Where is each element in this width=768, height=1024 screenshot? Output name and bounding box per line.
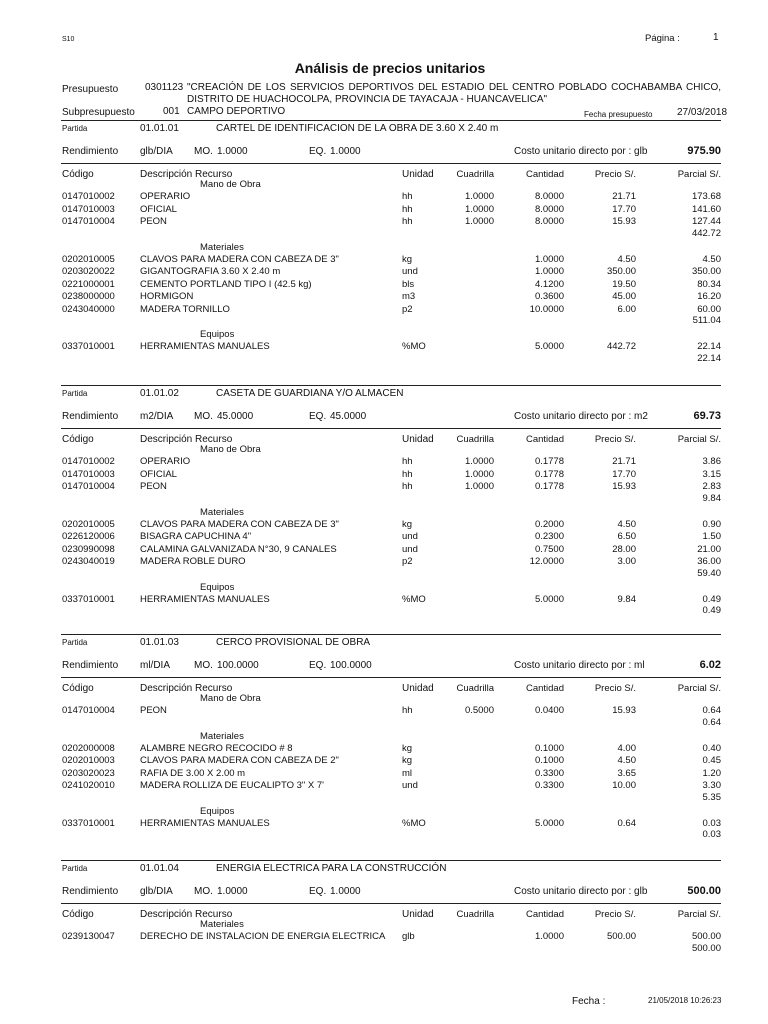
item-cantidad: 0.1000 bbox=[534, 755, 564, 766]
costo-unitario-label: Costo unitario directo por : ml bbox=[514, 660, 645, 671]
mo-label: MO. bbox=[194, 146, 213, 157]
item-cantidad: 5.0000 bbox=[534, 341, 564, 352]
item-parcial: 0.45 bbox=[702, 755, 721, 766]
item-codigo: 0226120006 bbox=[62, 531, 115, 542]
group-subtotal: 0.64 bbox=[702, 716, 721, 728]
col-header-descripcion: Descripción Recurso bbox=[140, 434, 233, 445]
item-parcial: 141.60 bbox=[691, 203, 721, 215]
group-subtotal: 442.72 bbox=[691, 227, 721, 239]
item-codigo: 0238000000 bbox=[62, 291, 115, 302]
item-precio: 350.00 bbox=[606, 266, 636, 277]
item-descripcion: RAFIA DE 3.00 X 2.00 m bbox=[140, 767, 246, 779]
rendimiento-label: Rendimiento bbox=[62, 660, 119, 671]
item-precio: 0.64 bbox=[617, 817, 636, 829]
item-cantidad: 0.2300 bbox=[534, 531, 564, 542]
mo-value: 1.0000 bbox=[217, 886, 248, 897]
rendimiento-unit: ml/DIA bbox=[140, 660, 170, 671]
item-cantidad: 0.0400 bbox=[534, 705, 564, 716]
item-precio: 6.00 bbox=[617, 303, 636, 315]
fecha-presupuesto-value: 27/03/2018 bbox=[677, 107, 728, 118]
subpresupuesto-label: Subpresupuesto bbox=[62, 107, 135, 118]
rendimiento-unit: glb/DIA bbox=[140, 146, 173, 157]
item-codigo: 0241020010 bbox=[62, 780, 115, 791]
item-codigo: 0147010003 bbox=[62, 203, 115, 215]
col-header-cantidad: Cantidad bbox=[525, 434, 564, 445]
item-codigo: 0147010002 bbox=[62, 456, 115, 467]
item-cantidad: 4.1200 bbox=[534, 278, 564, 290]
subpresupuesto-code: 001 bbox=[163, 106, 180, 117]
footer-fecha-value: 21/05/2018 10:26:23 bbox=[648, 996, 722, 1005]
item-codigo: 0221000001 bbox=[62, 278, 115, 290]
rendimiento-unit: glb/DIA bbox=[140, 886, 173, 897]
item-codigo: 0337010001 bbox=[62, 341, 115, 352]
item-descripcion: PEON bbox=[140, 481, 167, 492]
item-descripcion: CALAMINA GALVANIZADA N°30, 9 CANALES bbox=[140, 543, 337, 555]
item-codigo: 0243040000 bbox=[62, 303, 115, 315]
report-code: S10 bbox=[62, 36, 75, 43]
item-descripcion: MADERA ROLLIZA DE EUCALIPTO 3" X 7' bbox=[140, 780, 324, 791]
group-subtotal: 59.40 bbox=[697, 567, 721, 579]
item-precio: 17.70 bbox=[612, 203, 636, 215]
col-header-parcial: Parcial S/. bbox=[677, 434, 721, 445]
partida-separator bbox=[61, 385, 721, 386]
partida-name: CERCO PROVISIONAL DE OBRA bbox=[216, 637, 371, 648]
item-cuadrilla: 1.0000 bbox=[464, 216, 494, 227]
item-precio: 4.00 bbox=[617, 742, 636, 754]
mo-value: 45.0000 bbox=[217, 411, 254, 422]
costo-unitario-value: 500.00 bbox=[687, 885, 721, 897]
item-unidad: kg bbox=[402, 755, 413, 766]
item-cuadrilla: 1.0000 bbox=[464, 203, 494, 215]
item-precio: 3.00 bbox=[617, 556, 636, 567]
col-header-unidad: Unidad bbox=[402, 434, 434, 445]
item-precio: 6.50 bbox=[617, 531, 636, 542]
item-precio: 15.93 bbox=[612, 216, 636, 227]
item-precio: 4.50 bbox=[617, 755, 636, 766]
col-header-precio: Precio S/. bbox=[594, 909, 636, 920]
item-precio: 19.50 bbox=[612, 278, 636, 290]
item-precio: 15.93 bbox=[612, 705, 636, 716]
item-precio: 10.00 bbox=[612, 780, 636, 791]
subpresupuesto-description: CAMPO DEPORTIVO bbox=[187, 106, 286, 117]
footer-fecha-label: Fecha : bbox=[572, 996, 606, 1007]
item-descripcion: OFICIAL bbox=[140, 468, 177, 480]
partida-label: Partida bbox=[62, 638, 88, 647]
item-unidad: %MO bbox=[402, 817, 426, 829]
item-precio: 15.93 bbox=[612, 481, 636, 492]
header-separator bbox=[61, 163, 721, 164]
item-descripcion: OPERARIO bbox=[140, 456, 191, 467]
partida-separator bbox=[61, 634, 721, 635]
partida-code: 01.01.04 bbox=[140, 863, 179, 874]
col-header-parcial: Parcial S/. bbox=[677, 169, 721, 180]
col-header-cuadrilla: Cuadrilla bbox=[456, 434, 494, 445]
item-descripcion: CEMENTO PORTLAND TIPO I (42.5 kg) bbox=[140, 278, 312, 290]
item-codigo: 0203020022 bbox=[62, 266, 115, 277]
item-descripcion: DERECHO DE INSTALACION DE ENERGIA ELECTRICA bbox=[140, 931, 386, 942]
item-descripcion: CLAVOS PARA MADERA CON CABEZA DE 3" bbox=[140, 518, 339, 530]
header-separator bbox=[61, 428, 721, 429]
presupuesto-label: Presupuesto bbox=[62, 84, 119, 95]
eq-label: EQ. bbox=[309, 411, 327, 422]
item-unidad: kg bbox=[402, 742, 413, 754]
item-cantidad: 0.1778 bbox=[534, 481, 564, 492]
col-header-cantidad: Cantidad bbox=[525, 169, 564, 180]
partida-separator bbox=[61, 120, 721, 121]
item-descripcion: ALAMBRE NEGRO RECOCIDO # 8 bbox=[140, 742, 293, 754]
item-precio: 28.00 bbox=[612, 543, 636, 555]
item-descripcion: BISAGRA CAPUCHINA 4" bbox=[140, 531, 252, 542]
group-subtotal: 500.00 bbox=[691, 942, 721, 954]
item-codigo: 0202000008 bbox=[62, 742, 115, 754]
col-header-unidad: Unidad bbox=[402, 683, 434, 694]
item-parcial: 36.00 bbox=[697, 556, 721, 567]
item-unidad: m3 bbox=[402, 291, 416, 302]
eq-label: EQ. bbox=[309, 660, 327, 671]
item-descripcion: OPERARIO bbox=[140, 191, 191, 202]
costo-unitario-label: Costo unitario directo por : glb bbox=[514, 146, 648, 157]
partida-separator bbox=[61, 860, 721, 861]
group-title: Materiales bbox=[200, 506, 244, 518]
item-codigo: 0147010004 bbox=[62, 216, 115, 227]
item-codigo: 0203020023 bbox=[62, 767, 115, 779]
partida-code: 01.01.03 bbox=[140, 637, 179, 648]
item-parcial: 173.68 bbox=[691, 191, 721, 202]
rendimiento-label: Rendimiento bbox=[62, 411, 119, 422]
item-precio: 21.71 bbox=[612, 456, 636, 467]
item-codigo: 0337010001 bbox=[62, 593, 115, 605]
item-precio: 21.71 bbox=[612, 191, 636, 202]
item-codigo: 0243040019 bbox=[62, 556, 115, 567]
item-codigo: 0202010005 bbox=[62, 253, 115, 265]
eq-value: 45.0000 bbox=[330, 411, 367, 422]
item-unidad: hh bbox=[402, 216, 413, 227]
page-label: Página : bbox=[645, 33, 680, 44]
col-header-precio: Precio S/. bbox=[594, 683, 636, 694]
mo-label: MO. bbox=[194, 660, 213, 671]
col-header-parcial: Parcial S/. bbox=[677, 683, 721, 694]
item-unidad: p2 bbox=[402, 556, 413, 567]
item-cuadrilla: 1.0000 bbox=[464, 468, 494, 480]
item-unidad: hh bbox=[402, 481, 413, 492]
item-codigo: 0239130047 bbox=[62, 931, 115, 942]
item-cuadrilla: 0.5000 bbox=[464, 705, 494, 716]
header-separator bbox=[61, 677, 721, 678]
item-precio: 4.50 bbox=[617, 253, 636, 265]
item-precio: 3.65 bbox=[617, 767, 636, 779]
page-title: Análisis de precios unitarios bbox=[294, 60, 486, 76]
item-descripcion: MADERA TORNILLO bbox=[140, 303, 230, 315]
item-cantidad: 1.0000 bbox=[534, 266, 564, 277]
col-header-cuadrilla: Cuadrilla bbox=[456, 683, 494, 694]
mo-label: MO. bbox=[194, 886, 213, 897]
eq-label: EQ. bbox=[309, 146, 327, 157]
eq-value: 100.0000 bbox=[330, 660, 372, 671]
item-descripcion: PEON bbox=[140, 705, 167, 716]
item-cantidad: 0.2000 bbox=[534, 518, 564, 530]
item-descripcion: OFICIAL bbox=[140, 203, 177, 215]
item-precio: 9.84 bbox=[617, 593, 636, 605]
group-title: Materiales bbox=[200, 241, 244, 253]
mo-value: 100.0000 bbox=[217, 660, 259, 671]
item-unidad: glb bbox=[402, 931, 415, 942]
item-cantidad: 8.0000 bbox=[534, 216, 564, 227]
item-cantidad: 0.1778 bbox=[534, 468, 564, 480]
col-header-precio: Precio S/. bbox=[594, 169, 636, 180]
col-header-cantidad: Cantidad bbox=[525, 683, 564, 694]
item-unidad: %MO bbox=[402, 593, 426, 605]
item-codigo: 0202010003 bbox=[62, 755, 115, 766]
costo-unitario-value: 69.73 bbox=[693, 410, 721, 422]
item-unidad: ml bbox=[402, 767, 413, 779]
col-header-unidad: Unidad bbox=[402, 169, 434, 180]
item-codigo: 0202010005 bbox=[62, 518, 115, 530]
item-cantidad: 5.0000 bbox=[534, 593, 564, 605]
item-unidad: und bbox=[402, 780, 418, 791]
costo-unitario-value: 975.90 bbox=[687, 145, 721, 157]
item-cantidad: 1.0000 bbox=[534, 253, 564, 265]
costo-unitario-value: 6.02 bbox=[699, 659, 721, 671]
partida-name: CARTEL DE IDENTIFICACION DE LA OBRA DE 3.60 X 2.40 m bbox=[216, 123, 499, 134]
item-parcial: 2.83 bbox=[702, 481, 721, 492]
partida-code: 01.01.01 bbox=[140, 123, 179, 134]
eq-value: 1.0000 bbox=[330, 146, 361, 157]
partida-label: Partida bbox=[62, 124, 88, 133]
item-unidad: und bbox=[402, 543, 418, 555]
item-codigo: 0147010003 bbox=[62, 468, 115, 480]
item-cantidad: 1.0000 bbox=[534, 931, 564, 942]
item-parcial: 3.15 bbox=[702, 468, 721, 480]
rendimiento-label: Rendimiento bbox=[62, 886, 119, 897]
group-title: Materiales bbox=[200, 730, 244, 742]
partida-name: CASETA DE GUARDIANA Y/O ALMACEN bbox=[216, 388, 404, 399]
col-header-codigo: Código bbox=[62, 909, 94, 920]
item-cantidad: 0.3600 bbox=[534, 291, 564, 302]
item-parcial: 4.50 bbox=[702, 253, 721, 265]
item-descripcion: HERRAMIENTAS MANUALES bbox=[140, 817, 270, 829]
col-header-cuadrilla: Cuadrilla bbox=[456, 169, 494, 180]
item-codigo: 0337010001 bbox=[62, 817, 115, 829]
item-cantidad: 0.1000 bbox=[534, 742, 564, 754]
item-codigo: 0230990098 bbox=[62, 543, 115, 555]
item-cantidad: 0.1778 bbox=[534, 456, 564, 467]
group-title: Mano de Obra bbox=[200, 179, 261, 190]
item-unidad: und bbox=[402, 531, 418, 542]
item-parcial: 60.00 bbox=[697, 303, 721, 315]
col-header-descripcion: Descripción Recurso bbox=[140, 909, 233, 920]
col-header-codigo: Código bbox=[62, 434, 94, 445]
item-descripcion: HORMIGON bbox=[140, 291, 194, 302]
col-header-parcial: Parcial S/. bbox=[677, 909, 721, 920]
item-unidad: kg bbox=[402, 253, 413, 265]
item-cantidad: 0.7500 bbox=[534, 543, 564, 555]
item-cantidad: 10.0000 bbox=[529, 303, 564, 315]
item-cantidad: 8.0000 bbox=[534, 203, 564, 215]
item-cantidad: 5.0000 bbox=[534, 817, 564, 829]
item-precio: 45.00 bbox=[612, 291, 636, 302]
item-precio: 4.50 bbox=[617, 518, 636, 530]
item-codigo: 0147010002 bbox=[62, 191, 115, 202]
group-subtotal: 9.84 bbox=[702, 492, 721, 504]
item-parcial: 350.00 bbox=[691, 266, 721, 277]
item-precio: 442.72 bbox=[606, 341, 636, 352]
item-unidad: hh bbox=[402, 191, 413, 202]
item-unidad: und bbox=[402, 266, 418, 277]
costo-unitario-label: Costo unitario directo por : glb bbox=[514, 886, 648, 897]
item-parcial: 3.86 bbox=[702, 456, 721, 467]
rendimiento-unit: m2/DIA bbox=[140, 411, 174, 422]
col-header-codigo: Código bbox=[62, 683, 94, 694]
item-parcial: 1.50 bbox=[702, 531, 721, 542]
item-unidad: p2 bbox=[402, 303, 413, 315]
col-header-unidad: Unidad bbox=[402, 909, 434, 920]
item-parcial: 0.64 bbox=[702, 705, 721, 716]
group-title: Equipos bbox=[200, 805, 235, 817]
col-header-precio: Precio S/. bbox=[594, 434, 636, 445]
partida-name: ENERGIA ELECTRICA PARA LA CONSTRUCCIÓN bbox=[216, 863, 447, 874]
item-parcial: 127.44 bbox=[691, 216, 721, 227]
col-header-cantidad: Cantidad bbox=[525, 909, 564, 920]
item-unidad: hh bbox=[402, 456, 413, 467]
group-title: Equipos bbox=[200, 329, 235, 340]
costo-unitario-label: Costo unitario directo por : m2 bbox=[514, 411, 648, 422]
item-unidad: bls bbox=[402, 278, 415, 290]
item-unidad: hh bbox=[402, 203, 413, 215]
item-cuadrilla: 1.0000 bbox=[464, 456, 494, 467]
col-header-cuadrilla: Cuadrilla bbox=[456, 909, 494, 920]
item-unidad: kg bbox=[402, 518, 413, 530]
header-separator bbox=[61, 903, 721, 904]
eq-label: EQ. bbox=[309, 886, 327, 897]
item-cantidad: 12.0000 bbox=[529, 556, 564, 567]
group-subtotal: 5.35 bbox=[702, 791, 721, 803]
item-parcial: 3.30 bbox=[702, 780, 721, 791]
item-parcial: 80.34 bbox=[697, 278, 721, 290]
item-descripcion: HERRAMIENTAS MANUALES bbox=[140, 341, 270, 352]
page-number: 1 bbox=[713, 32, 719, 43]
group-title: Mano de Obra bbox=[200, 444, 261, 455]
col-header-descripcion: Descripción Recurso bbox=[140, 683, 233, 694]
item-descripcion: GIGANTOGRAFIA 3.60 X 2.40 m bbox=[140, 266, 281, 277]
partida-code: 01.01.02 bbox=[140, 388, 179, 399]
presupuesto-description: "CREACIÓN DE LOS SERVICIOS DEPORTIVOS DEL ESTADIO DEL CENTRO POBLADO COCHABAMBA CHICO, DISTRITO DE HUACHOCOLPA, PROVINCIA DE TAYACAJA - HUANCAVELICA" bbox=[187, 82, 721, 105]
group-subtotal: 22.14 bbox=[697, 352, 721, 364]
item-descripcion: CLAVOS PARA MADERA CON CABEZA DE 2" bbox=[140, 755, 339, 766]
item-parcial: 0.03 bbox=[702, 817, 721, 829]
col-header-descripcion: Descripción Recurso bbox=[140, 169, 233, 180]
rendimiento-label: Rendimiento bbox=[62, 146, 119, 157]
group-title: Mano de Obra bbox=[200, 693, 261, 704]
partida-label: Partida bbox=[62, 864, 88, 873]
group-subtotal: 511.04 bbox=[692, 315, 721, 326]
item-descripcion: MADERA ROBLE DURO bbox=[140, 556, 246, 567]
item-parcial: 0.90 bbox=[702, 518, 721, 530]
partida-label: Partida bbox=[62, 389, 88, 398]
item-parcial: 500.00 bbox=[691, 931, 721, 942]
group-title: Equipos bbox=[200, 581, 235, 593]
item-cantidad: 0.3300 bbox=[534, 780, 564, 791]
item-cuadrilla: 1.0000 bbox=[464, 191, 494, 202]
item-precio: 500.00 bbox=[606, 931, 636, 942]
group-subtotal: 0.49 bbox=[702, 605, 721, 616]
presupuesto-code: 0301123 bbox=[145, 82, 184, 93]
eq-value: 1.0000 bbox=[330, 886, 361, 897]
item-parcial: 1.20 bbox=[702, 767, 721, 779]
item-codigo: 0147010004 bbox=[62, 481, 115, 492]
item-descripcion: CLAVOS PARA MADERA CON CABEZA DE 3" bbox=[140, 253, 339, 265]
col-header-codigo: Código bbox=[62, 169, 94, 180]
item-precio: 17.70 bbox=[612, 468, 636, 480]
item-unidad: %MO bbox=[402, 341, 426, 352]
item-unidad: hh bbox=[402, 468, 413, 480]
item-codigo: 0147010004 bbox=[62, 705, 115, 716]
item-parcial: 0.40 bbox=[702, 742, 721, 754]
item-descripcion: PEON bbox=[140, 216, 167, 227]
item-cuadrilla: 1.0000 bbox=[464, 481, 494, 492]
group-subtotal: 0.03 bbox=[702, 829, 721, 840]
item-cantidad: 0.3300 bbox=[534, 767, 564, 779]
item-parcial: 16.20 bbox=[697, 291, 721, 302]
item-parcial: 21.00 bbox=[697, 543, 721, 555]
group-title: Materiales bbox=[200, 919, 244, 930]
item-descripcion: HERRAMIENTAS MANUALES bbox=[140, 593, 270, 605]
item-unidad: hh bbox=[402, 705, 413, 716]
mo-value: 1.0000 bbox=[217, 146, 248, 157]
item-parcial: 22.14 bbox=[697, 341, 721, 352]
fecha-presupuesto-label: Fecha presupuesto bbox=[584, 110, 653, 119]
item-parcial: 0.49 bbox=[702, 593, 721, 605]
item-cantidad: 8.0000 bbox=[534, 191, 564, 202]
mo-label: MO. bbox=[194, 411, 213, 422]
